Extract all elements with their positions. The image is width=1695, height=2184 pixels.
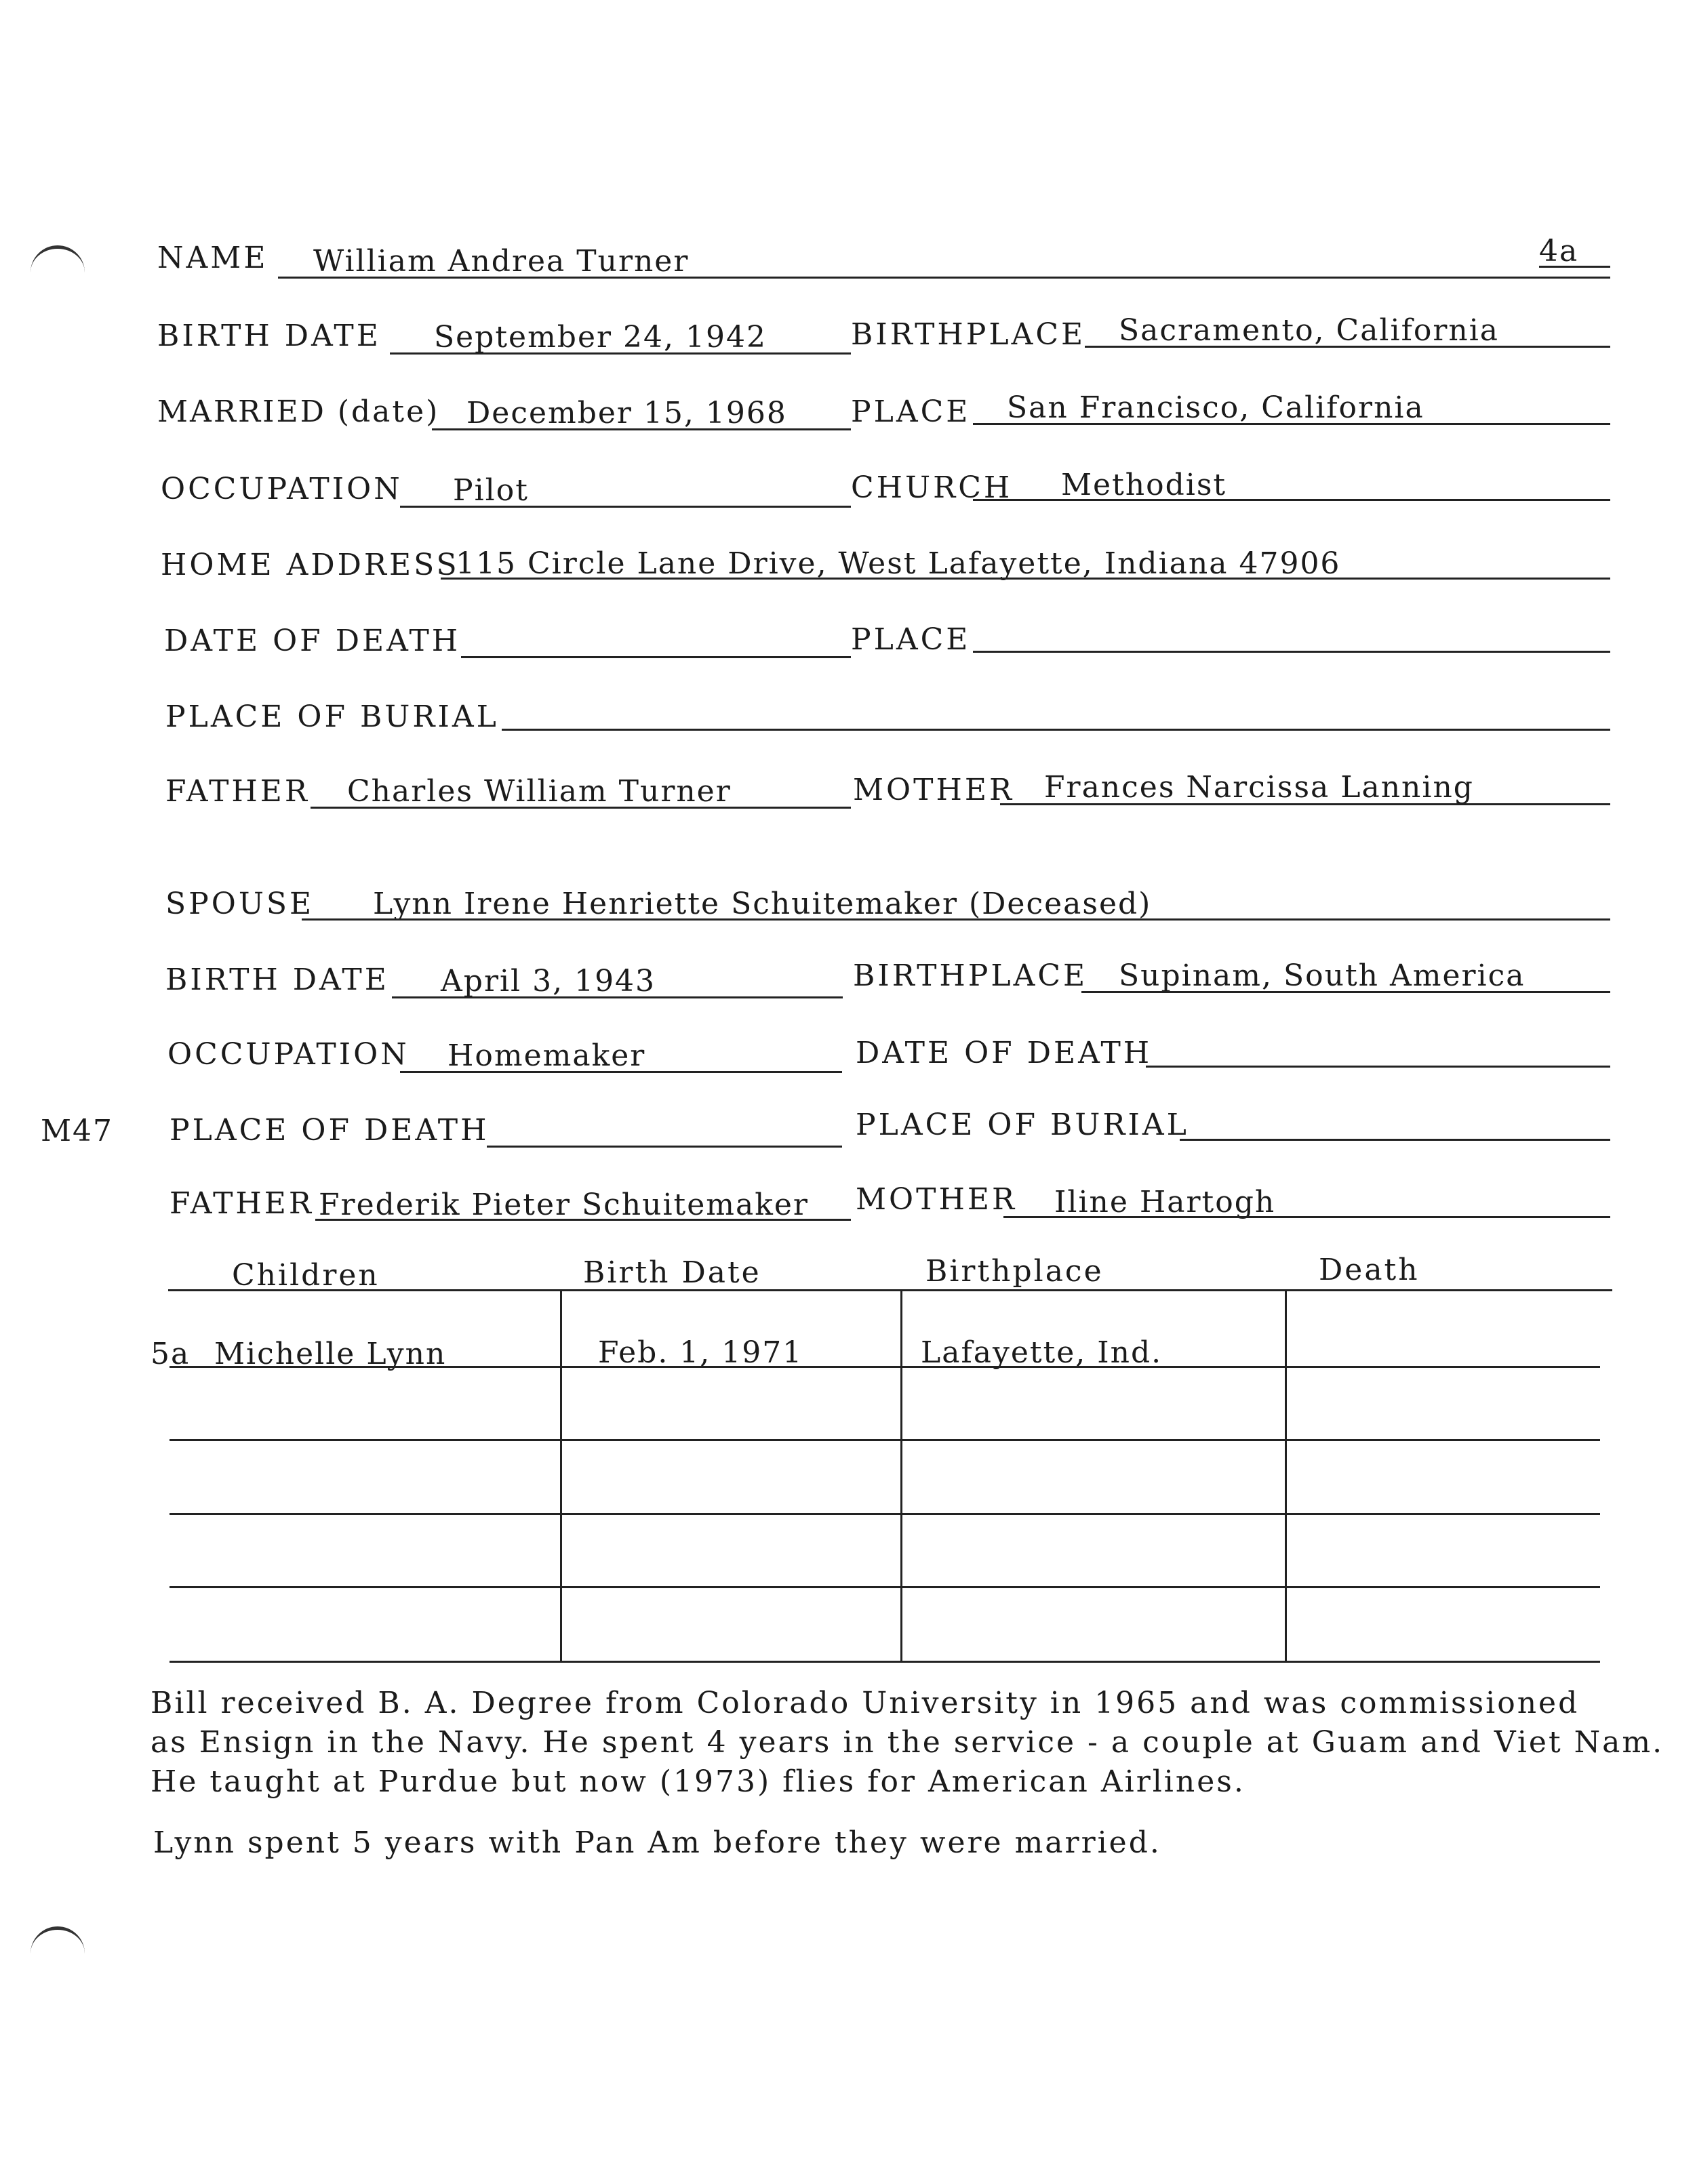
home-address-value: 115 Circle Lane Drive, West Lafayette, Indiana 47906 — [456, 546, 1341, 581]
note-line: Bill received B. A. Degree from Colorado University in 1965 and was commissioned — [151, 1686, 1580, 1720]
spouse-birth-date-value: April 3, 1943 — [441, 964, 656, 998]
spouse-line — [302, 918, 1610, 921]
birthplace-value: Sacramento, California — [1119, 313, 1500, 348]
married-date-value: December 15, 1968 — [466, 396, 787, 430]
table-col-divider-3 — [1285, 1291, 1287, 1661]
table-header-line — [168, 1289, 1612, 1291]
date-of-death-label: DATE OF DEATH — [164, 624, 461, 658]
birthplace-label: BIRTHPLACE — [851, 317, 1086, 352]
child-birth-date: Feb. 1, 1971 — [598, 1335, 803, 1370]
death-place-label: PLACE — [851, 622, 971, 657]
birth-date-line — [390, 352, 851, 355]
spouse-place-of-death-line — [487, 1146, 842, 1148]
spouse-birth-date-label: BIRTH DATE — [165, 963, 389, 997]
spouse-father-line — [315, 1219, 851, 1221]
place-of-burial-label: PLACE OF BURIAL — [165, 700, 499, 734]
home-address-line — [441, 578, 1610, 580]
spouse-date-of-death-line — [1146, 1066, 1610, 1068]
spouse-date-of-death-label: DATE OF DEATH — [856, 1036, 1153, 1070]
spouse-place-of-burial-line — [1180, 1139, 1610, 1141]
table-row-line — [170, 1586, 1600, 1588]
spouse-label: SPOUSE — [165, 887, 315, 921]
binder-hole-top — [31, 245, 85, 276]
col-header-children: Children — [232, 1258, 380, 1293]
spouse-birthplace-value: Supinam, South America — [1119, 958, 1526, 993]
place-of-burial-line — [502, 729, 1610, 731]
church-label: CHURCH — [851, 470, 1013, 505]
birth-date-value: September 24, 1942 — [434, 320, 767, 355]
spouse-occupation-line — [400, 1071, 842, 1073]
spouse-place-of-burial-label: PLACE OF BURIAL — [856, 1108, 1189, 1142]
mother-label: MOTHER — [853, 773, 1015, 807]
col-header-death: Death — [1319, 1253, 1420, 1287]
married-label: MARRIED (date) — [157, 395, 440, 429]
spouse-birth-date-line — [392, 996, 843, 998]
married-place-line — [973, 423, 1610, 425]
note-line: as Ensign in the Navy. He spent 4 years in the service - a couple at Guam and Viet Nam. — [151, 1725, 1664, 1760]
spouse-mother-line — [1003, 1216, 1610, 1218]
child-birthplace: Lafayette, Ind. — [921, 1335, 1163, 1370]
name-label: NAME — [157, 241, 268, 275]
child-name: Michelle Lynn — [214, 1337, 447, 1371]
table-row-line — [170, 1513, 1600, 1515]
birthplace-line — [1085, 346, 1610, 348]
margin-note: M47 — [41, 1114, 114, 1148]
death-place-line — [973, 651, 1610, 653]
name-line — [278, 277, 1610, 279]
married-place-value: San Francisco, California — [1007, 390, 1424, 425]
spouse-birthplace-label: BIRTHPLACE — [853, 958, 1088, 993]
note-line: He taught at Purdue but now (1973) flies for American Airlines. — [151, 1764, 1245, 1799]
occupation-label: OCCUPATION — [161, 472, 403, 506]
father-label: FATHER — [165, 774, 311, 809]
spouse-place-of-death-label: PLACE OF DEATH — [170, 1113, 490, 1148]
mother-line — [1000, 803, 1610, 805]
child-ref: 5a — [151, 1337, 191, 1371]
binder-hole-bottom — [31, 1926, 85, 1957]
col-header-birthplace: Birthplace — [925, 1254, 1104, 1289]
table-row-line — [170, 1366, 1600, 1368]
occupation-line — [400, 506, 851, 508]
spouse-mother-label: MOTHER — [856, 1182, 1018, 1217]
married-place-label: PLACE — [851, 395, 971, 429]
spouse-value: Lynn Irene Henriette Schuitemaker (Deceased) — [373, 887, 1152, 921]
name-value: William Andrea Turner — [313, 244, 690, 279]
spouse-mother-value: Iline Hartogh — [1054, 1185, 1276, 1219]
home-address-label: HOME ADDRESS — [161, 548, 460, 582]
table-col-divider-1 — [560, 1291, 562, 1661]
note-line: Lynn spent 5 years with Pan Am before they were married. — [153, 1825, 1161, 1860]
spouse-father-value: Frederik Pieter Schuitemaker — [319, 1188, 809, 1222]
table-col-divider-2 — [900, 1291, 902, 1661]
married-date-line — [432, 428, 851, 430]
page-number: 4a — [1539, 234, 1579, 268]
church-line — [973, 499, 1610, 501]
table-bottom-line — [170, 1661, 1600, 1663]
mother-value: Frances Narcissa Lanning — [1044, 770, 1474, 805]
date-of-death-line — [461, 656, 851, 658]
church-value: Methodist — [1061, 468, 1227, 502]
occupation-value: Pilot — [453, 473, 529, 508]
page-number-line — [1539, 266, 1610, 268]
birth-date-label: BIRTH DATE — [157, 319, 381, 353]
spouse-birthplace-line — [1081, 991, 1610, 993]
spouse-occupation-value: Homemaker — [447, 1038, 646, 1073]
father-value: Charles William Turner — [347, 774, 732, 809]
spouse-father-label: FATHER — [170, 1186, 315, 1221]
father-line — [311, 807, 851, 809]
table-row-line — [170, 1439, 1600, 1441]
col-header-birth-date: Birth Date — [583, 1255, 761, 1290]
spouse-occupation-label: OCCUPATION — [167, 1037, 410, 1072]
